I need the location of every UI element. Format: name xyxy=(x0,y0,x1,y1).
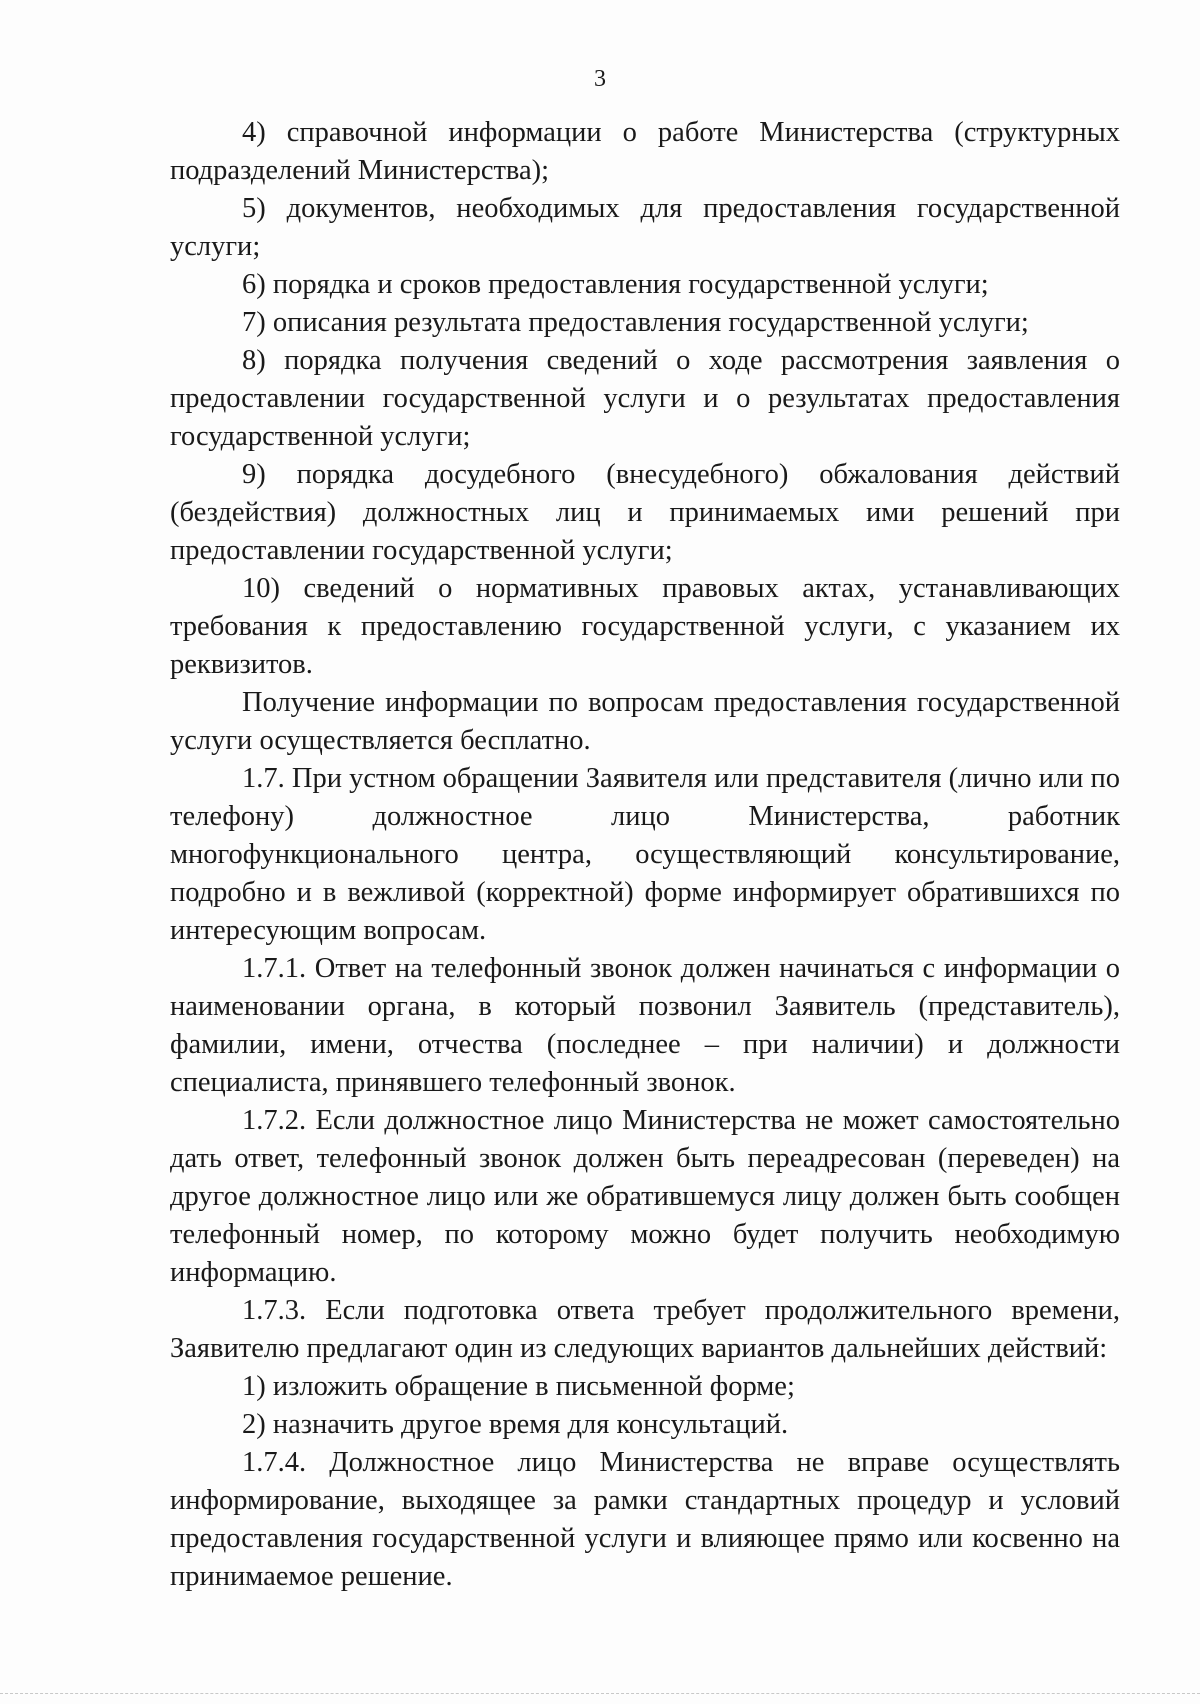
list-item-6: 6) порядка и сроков предоставления государственной услуги; xyxy=(242,269,989,300)
list-item-8: 8) порядка получения сведений о ходе рассмотрения заявления о предоставлении государственной услуги и о результатах предоставления государственной услуги; xyxy=(170,345,1120,452)
list-item-9: 9) порядка досудебного (внесудебного) обжалования действий (бездействия) должностных лиц и принимаемых ими решений при предоставлении государственной услуги; xyxy=(170,459,1120,566)
paragraph-free-info: Получение информации по вопросам предоставления государственной услуги осуществляется бесплатно. xyxy=(170,687,1120,756)
paragraph-1-7-4: 1.7.4. Должностное лицо Министерства не вправе осуществлять информирование, выходящее за рамки стандартных процедур и условий предоставления государственной услуги и влияющее прямо или косвенно на принимаемое решение. xyxy=(170,1447,1120,1592)
paragraph-1-7-2: 1.7.2. Если должностное лицо Министерства не может самостоятельно дать ответ, телефонный звонок должен быть переадресован (переведен) на другое должностное лицо или же обратившемуся лицу должен быть сообщен телефонный номер, по которому можно будет получить необходимую информацию. xyxy=(170,1105,1120,1288)
option-item-2: 2) назначить другое время для консультаций. xyxy=(242,1409,789,1440)
paragraph-1-7-1: 1.7.1. Ответ на телефонный звонок должен начинаться с информации о наименовании органа, в который позвонил Заявитель (представитель), фамилии, имени, отчества (последнее – при наличии) и должности специалиста, принявшего телефонный звонок. xyxy=(170,953,1120,1098)
scan-bottom-edge xyxy=(0,1693,1200,1696)
list-item-4: 4) справочной информации о работе Министерства (структурных подразделений Министерства); xyxy=(170,117,1120,186)
option-item-1: 1) изложить обращение в письменной форме; xyxy=(242,1371,795,1402)
list-item-7: 7) описания результата предоставления государственной услуги; xyxy=(242,307,1029,338)
paragraph-1-7: 1.7. При устном обращении Заявителя или представителя (лично или по телефону) должностное лицо Министерства, работник многофункционального центра, осуществляющий консультирование, подробно и в вежливой (корректной) форме информирует обратившихся по интересующим вопросам. xyxy=(170,763,1120,946)
list-item-10: 10) сведений о нормативных правовых актах, устанавливающих требования к предоставлению государственной услуги, с указанием их реквизитов. xyxy=(170,573,1120,680)
document-body xyxy=(170,114,1120,1596)
paragraph-1-7-3: 1.7.3. Если подготовка ответа требует продолжительного времени, Заявителю предлагают один из следующих вариантов дальнейших действий: xyxy=(170,1295,1120,1364)
page-number: 3 xyxy=(594,66,606,92)
list-item-5: 5) документов, необходимых для предоставления государственной услуги; xyxy=(170,193,1120,262)
